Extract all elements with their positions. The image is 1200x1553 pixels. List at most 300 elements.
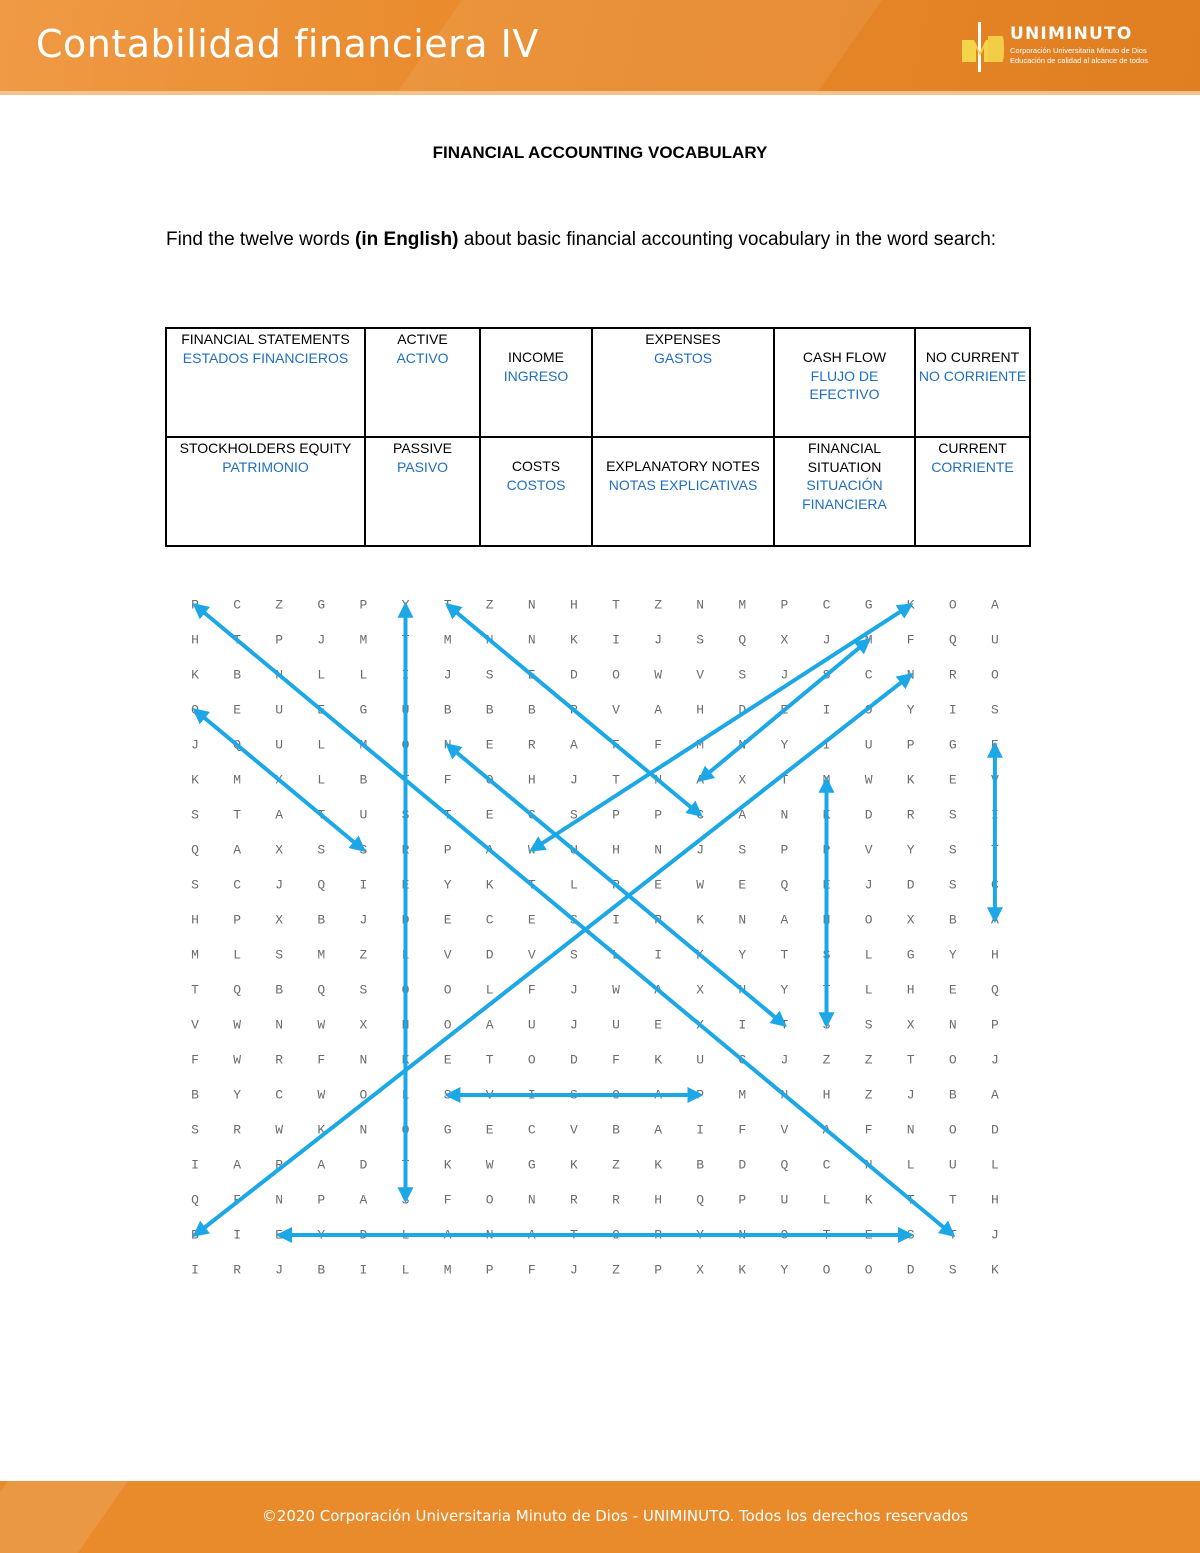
grid-letter: O bbox=[612, 667, 620, 683]
grid-letter: J bbox=[275, 877, 284, 893]
grid-letter: L bbox=[906, 1157, 915, 1173]
grid-letter: M bbox=[738, 597, 747, 613]
grid-letter: B bbox=[191, 1227, 199, 1243]
grid-letter: T bbox=[780, 772, 789, 788]
grid-letter: W bbox=[864, 772, 873, 788]
grid-letter: S bbox=[948, 877, 957, 893]
grid-letter: R bbox=[948, 667, 957, 683]
grid-letter: S bbox=[822, 667, 831, 683]
term-english: STOCKHOLDERS EQUITY bbox=[179, 440, 352, 456]
grid-letter: H bbox=[990, 947, 999, 963]
grid-letter: B bbox=[948, 912, 957, 928]
grid-letter: B bbox=[696, 1157, 705, 1173]
grid-letter: H bbox=[569, 597, 578, 613]
grid-letter: T bbox=[906, 1192, 915, 1208]
grid-letter: K bbox=[654, 1052, 663, 1068]
grid-letter: K bbox=[906, 597, 915, 613]
grid-letter: S bbox=[275, 947, 284, 963]
grid-letter: T bbox=[401, 772, 410, 788]
grid-letter: W bbox=[612, 982, 620, 998]
grid-letter: S bbox=[948, 807, 957, 823]
grid-letter: Z bbox=[485, 597, 494, 613]
grid-letter: P bbox=[233, 912, 242, 928]
grid-letter: H bbox=[906, 982, 915, 998]
grid-letter: H bbox=[527, 772, 536, 788]
grid-letter: G bbox=[906, 947, 915, 963]
grid-letter: S bbox=[569, 947, 578, 963]
grid-letter: N bbox=[738, 737, 747, 753]
grid-letter: E bbox=[990, 737, 999, 753]
grid-letter: F bbox=[612, 737, 620, 753]
grid-letter: N bbox=[738, 912, 747, 928]
grid-letter: R bbox=[401, 842, 410, 858]
grid-letter: K bbox=[990, 1262, 999, 1278]
grid-letter: F bbox=[738, 1122, 747, 1138]
grid-letter: Y bbox=[443, 877, 452, 893]
grid-letter: L bbox=[822, 1192, 831, 1208]
grid-letter: Q bbox=[317, 982, 326, 998]
grid-letter: L bbox=[864, 982, 873, 998]
grid-letter: P bbox=[822, 842, 831, 858]
grid-letter: F bbox=[612, 1052, 620, 1068]
term-english: EXPENSES bbox=[645, 331, 721, 347]
grid-letter: F bbox=[906, 632, 915, 648]
grid-letter: B bbox=[359, 772, 368, 788]
grid-letter: K bbox=[738, 1262, 747, 1278]
grid-letter: Y bbox=[906, 842, 915, 858]
grid-letter: B bbox=[485, 702, 494, 718]
grid-letter: J bbox=[191, 737, 199, 753]
grid-letter: O bbox=[443, 982, 452, 998]
grid-letter: P bbox=[612, 807, 620, 823]
grid-letter: A bbox=[990, 912, 999, 928]
grid-letter: S bbox=[822, 947, 831, 963]
grid-letter: K bbox=[864, 1192, 873, 1208]
grid-letter: L bbox=[990, 1157, 999, 1173]
grid-letter: G bbox=[527, 1157, 536, 1173]
grid-letter: O bbox=[485, 772, 494, 788]
grid-letter: Q bbox=[696, 1192, 705, 1208]
term-english: CASH FLOW bbox=[802, 349, 887, 365]
grid-letter: S bbox=[485, 667, 494, 683]
grid-letter: F bbox=[191, 1052, 199, 1068]
grid-letter: M bbox=[317, 947, 326, 963]
instructions-text-1: Find the twelve words bbox=[166, 229, 356, 250]
term-spanish: INGRESO bbox=[503, 367, 569, 384]
grid-letter: B bbox=[191, 1087, 199, 1103]
grid-letter: Q bbox=[191, 1192, 199, 1208]
grid-letter: O bbox=[401, 1122, 410, 1138]
grid-letter: J bbox=[569, 982, 578, 998]
grid-letter: S bbox=[401, 807, 410, 823]
grid-letter: K bbox=[696, 912, 705, 928]
grid-letter: E bbox=[233, 702, 242, 718]
grid-letter: Y bbox=[401, 597, 410, 613]
grid-letter: V bbox=[443, 947, 452, 963]
grid-letter: O bbox=[864, 702, 873, 718]
grid-letter: M bbox=[864, 632, 873, 648]
grid-letter: E bbox=[948, 772, 957, 788]
grid-letter: U bbox=[359, 807, 368, 823]
grid-letter: W bbox=[527, 842, 536, 858]
grid-letter: N bbox=[654, 842, 663, 858]
term-spanish: FLUJO DE EFECTIVO bbox=[809, 367, 880, 402]
grid-letter: C bbox=[527, 807, 536, 823]
grid-letter: S bbox=[569, 1087, 578, 1103]
grid-letter: N bbox=[485, 1227, 494, 1243]
grid-letter: W bbox=[233, 1017, 242, 1033]
grid-letter: I bbox=[233, 1227, 242, 1243]
term-english: FINANCIAL STATEMENTS bbox=[181, 331, 350, 347]
grid-letter: M bbox=[191, 947, 199, 963]
grid-letter: W bbox=[696, 877, 705, 893]
grid-letter: M bbox=[443, 1262, 452, 1278]
term-spanish: ESTADOS FINANCIEROS bbox=[182, 349, 349, 366]
grid-letter: L bbox=[233, 947, 242, 963]
grid-letter: E bbox=[780, 702, 789, 718]
grid-letter: N bbox=[738, 1227, 747, 1243]
grid-letter: L bbox=[401, 1227, 410, 1243]
grid-letter: D bbox=[359, 1157, 368, 1173]
grid-letter: Y bbox=[906, 702, 915, 718]
grid-letter: E bbox=[443, 912, 452, 928]
grid-letter: N bbox=[696, 597, 705, 613]
grid-letter: I bbox=[612, 912, 620, 928]
grid-letter: A bbox=[443, 1227, 452, 1243]
grid-letter: Z bbox=[864, 1087, 873, 1103]
grid-letter: Y bbox=[696, 1227, 705, 1243]
grid-letter: X bbox=[275, 912, 284, 928]
grid-letter: F bbox=[527, 982, 536, 998]
grid-letter: Q bbox=[990, 982, 999, 998]
grid-letter: T bbox=[780, 947, 789, 963]
grid-letter: N bbox=[780, 807, 789, 823]
grid-letter: P bbox=[990, 1017, 999, 1033]
grid-letter: G bbox=[948, 737, 957, 753]
grid-letter: D bbox=[401, 912, 410, 928]
grid-letter: J bbox=[359, 912, 368, 928]
grid-letter: O bbox=[485, 1192, 494, 1208]
term-english: NO CURRENT bbox=[925, 349, 1020, 365]
grid-letter: M bbox=[822, 772, 831, 788]
grid-letter: G bbox=[864, 597, 873, 613]
grid-letter: M bbox=[359, 737, 368, 753]
grid-letter: V bbox=[990, 772, 999, 788]
grid-letter: K bbox=[443, 1157, 452, 1173]
grid-letter: E bbox=[654, 877, 663, 893]
grid-letter: E bbox=[485, 1122, 494, 1138]
grid-letter: U bbox=[569, 842, 578, 858]
grid-letter: J bbox=[569, 1017, 578, 1033]
grid-letter: E bbox=[527, 667, 536, 683]
grid-letter: V bbox=[780, 1122, 789, 1138]
grid-letter: K bbox=[191, 667, 199, 683]
grid-letter: J bbox=[317, 632, 326, 648]
grid-letter: T bbox=[401, 1157, 410, 1173]
grid-letter: C bbox=[275, 1087, 284, 1103]
term-english: COSTS bbox=[511, 458, 561, 474]
grid-letter: S bbox=[864, 1017, 873, 1033]
grid-letter: S bbox=[191, 807, 199, 823]
grid-letter: T bbox=[527, 877, 536, 893]
grid-letter: F bbox=[864, 1122, 873, 1138]
grid-letter: E bbox=[275, 1227, 284, 1243]
grid-letter: P bbox=[359, 597, 368, 613]
grid-letter: L bbox=[401, 1087, 410, 1103]
logo-name: UNIMINUTO bbox=[1010, 24, 1133, 44]
grid-letter: Z bbox=[864, 1052, 873, 1068]
grid-letter: O bbox=[401, 982, 410, 998]
grid-letter: D bbox=[906, 1262, 915, 1278]
grid-letter: G bbox=[359, 702, 368, 718]
term-english: EXPLANATORY NOTES bbox=[606, 458, 760, 474]
grid-letter: E bbox=[485, 737, 494, 753]
grid-letter: Z bbox=[612, 1262, 620, 1278]
grid-letter: B bbox=[233, 667, 242, 683]
grid-letter: P bbox=[780, 842, 789, 858]
grid-letter: N bbox=[822, 912, 831, 928]
grid-letter: T bbox=[948, 1192, 957, 1208]
grid-letter: I bbox=[948, 702, 957, 718]
grid-letter: U bbox=[275, 737, 284, 753]
grid-letter: R bbox=[612, 877, 620, 893]
grid-letter: C bbox=[738, 1052, 747, 1068]
term-spanish: CORRIENTE bbox=[931, 458, 1014, 475]
grid-letter: R bbox=[527, 737, 536, 753]
grid-letter: Q bbox=[191, 842, 199, 858]
grid-letter: S bbox=[738, 842, 747, 858]
grid-letter: X bbox=[359, 1017, 368, 1033]
grid-letter: O bbox=[780, 1227, 789, 1243]
grid-letter: D bbox=[906, 877, 915, 893]
grid-letter: O bbox=[948, 1122, 957, 1138]
grid-letter: H bbox=[696, 702, 705, 718]
grid-letter: U bbox=[990, 632, 999, 648]
grid-letter: K bbox=[569, 632, 578, 648]
grid-letter: T bbox=[990, 842, 999, 858]
grid-letter: I bbox=[191, 1262, 199, 1278]
grid-letter: Y bbox=[738, 947, 747, 963]
grid-letter: U bbox=[612, 1017, 620, 1033]
grid-letter: H bbox=[822, 1087, 831, 1103]
grid-letter: K bbox=[401, 1052, 410, 1068]
grid-letter: K bbox=[822, 807, 831, 823]
grid-letter: S bbox=[569, 807, 578, 823]
grid-letter: W bbox=[485, 1157, 494, 1173]
grid-letter: S bbox=[359, 982, 368, 998]
grid-letter: T bbox=[948, 1227, 957, 1243]
grid-letter: X bbox=[696, 982, 705, 998]
grid-letter: Q bbox=[948, 632, 957, 648]
grid-letter: D bbox=[569, 1052, 578, 1068]
grid-letter: A bbox=[654, 1087, 663, 1103]
grid-letter: R bbox=[233, 1122, 242, 1138]
grid-letter: R bbox=[233, 1262, 242, 1278]
grid-letter: I bbox=[990, 807, 999, 823]
grid-letter: N bbox=[906, 1122, 915, 1138]
grid-letter: Y bbox=[780, 1262, 789, 1278]
grid-letter: M bbox=[443, 632, 452, 648]
grid-letter: K bbox=[191, 772, 199, 788]
grid-letter: N bbox=[738, 982, 747, 998]
grid-letter: W bbox=[317, 1017, 326, 1033]
copyright-text: ©2020 Corporación Universitaria Minuto de Dios - UNIMINUTO. Todos los derechos reservados bbox=[261, 1507, 969, 1525]
grid-letter: R bbox=[654, 1227, 663, 1243]
grid-letter: U bbox=[275, 702, 284, 718]
grid-letter: N bbox=[906, 667, 915, 683]
grid-letter: K bbox=[485, 877, 494, 893]
grid-letter: L bbox=[612, 947, 620, 963]
grid-letter: G bbox=[443, 1122, 452, 1138]
grid-letter: A bbox=[990, 1087, 999, 1103]
grid-letter: O bbox=[612, 1087, 620, 1103]
answer-arrows bbox=[195, 605, 995, 1235]
grid-letter: O bbox=[401, 737, 410, 753]
grid-letter: V bbox=[485, 1087, 494, 1103]
grid-letter: R bbox=[612, 1192, 620, 1208]
answer-arrow bbox=[195, 605, 953, 1235]
grid-letter: U bbox=[401, 702, 410, 718]
grid-letter: B bbox=[948, 1087, 957, 1103]
grid-letter: U bbox=[696, 1052, 705, 1068]
grid-letter: O bbox=[948, 1052, 957, 1068]
grid-letter: W bbox=[275, 1122, 284, 1138]
grid-letter: H bbox=[990, 1192, 999, 1208]
grid-letter: E bbox=[443, 1052, 452, 1068]
grid-letter: Y bbox=[317, 1227, 326, 1243]
term-spanish: SITUACIÓN FINANCIERA bbox=[802, 477, 887, 512]
grid-letter: V bbox=[527, 947, 536, 963]
grid-letter: I bbox=[654, 947, 663, 963]
grid-letter: A bbox=[317, 1157, 326, 1173]
grid-letter: S bbox=[738, 667, 747, 683]
grid-letter: J bbox=[780, 1052, 789, 1068]
term-spanish: PASIVO bbox=[396, 458, 449, 475]
grid-letter: G bbox=[317, 597, 326, 613]
grid-letter: E bbox=[654, 1017, 663, 1033]
grid-letter: M bbox=[233, 772, 242, 788]
grid-letter: N bbox=[359, 1052, 368, 1068]
grid-letter: L bbox=[401, 1262, 410, 1278]
grid-letter: A bbox=[990, 597, 999, 613]
grid-letter: H bbox=[401, 1017, 410, 1033]
grid-letter: V bbox=[569, 1122, 578, 1138]
grid-letter: N bbox=[275, 1192, 284, 1208]
grid-letter: I bbox=[401, 667, 410, 683]
grid-letter: J bbox=[864, 877, 873, 893]
grid-letter: P bbox=[317, 1192, 326, 1208]
grid-letter: A bbox=[654, 702, 663, 718]
grid-letter: O bbox=[612, 1227, 620, 1243]
grid-letter: K bbox=[317, 1122, 326, 1138]
grid-letter: H bbox=[612, 842, 620, 858]
grid-letter: A bbox=[233, 842, 242, 858]
grid-letter: J bbox=[275, 1262, 284, 1278]
grid-letter: K bbox=[696, 947, 705, 963]
grid-letter: C bbox=[696, 807, 705, 823]
grid-letter: E bbox=[317, 702, 326, 718]
grid-letter: T bbox=[233, 632, 242, 648]
term-spanish: COSTOS bbox=[506, 476, 566, 493]
grid-letter: Z bbox=[359, 947, 368, 963]
grid-letter: O bbox=[948, 597, 957, 613]
grid-letter: A bbox=[738, 807, 747, 823]
grid-letter: I bbox=[359, 877, 368, 893]
grid-letter: E bbox=[822, 877, 831, 893]
grid-letter: Q bbox=[233, 737, 242, 753]
term-english: INCOME bbox=[508, 349, 564, 365]
grid-letter: F bbox=[443, 1192, 452, 1208]
term-spanish: NO CORRIENTE bbox=[918, 367, 1027, 384]
grid-letter: A bbox=[485, 842, 494, 858]
grid-letter: S bbox=[317, 842, 326, 858]
grid-letter: N bbox=[780, 1087, 789, 1103]
grid-letter: N bbox=[527, 597, 536, 613]
grid-letter: C bbox=[822, 1157, 831, 1173]
footer-banner bbox=[0, 1481, 1200, 1553]
grid-letter: Y bbox=[780, 982, 789, 998]
grid-letter: F bbox=[317, 1052, 326, 1068]
grid-letter: L bbox=[569, 877, 578, 893]
grid-letter: T bbox=[191, 982, 199, 998]
grid-letter: Q bbox=[191, 702, 199, 718]
grid-letter: S bbox=[990, 702, 999, 718]
grid-letter: Q bbox=[780, 1157, 789, 1173]
grid-letter: P bbox=[696, 1087, 705, 1103]
grid-letter: D bbox=[990, 1122, 999, 1138]
grid-letter: P bbox=[780, 597, 789, 613]
grid-letter: S bbox=[401, 1192, 410, 1208]
grid-letter: A bbox=[654, 1122, 663, 1138]
grid-letter: H bbox=[191, 912, 199, 928]
grid-letter: M bbox=[696, 737, 705, 753]
grid-letter: D bbox=[569, 667, 578, 683]
grid-letter: N bbox=[485, 632, 494, 648]
grid-letter: O bbox=[359, 1087, 368, 1103]
grid-letter: M bbox=[738, 1087, 747, 1103]
grid-letter: C bbox=[233, 877, 242, 893]
grid-letter: C bbox=[822, 597, 831, 613]
grid-letter: E bbox=[485, 807, 494, 823]
grid-letter: B bbox=[612, 1122, 620, 1138]
grid-letter: Y bbox=[948, 947, 957, 963]
grid-letter: N bbox=[654, 772, 663, 788]
grid-letter: I bbox=[612, 632, 620, 648]
grid-letter: Y bbox=[233, 1087, 242, 1103]
grid-letter: T bbox=[906, 1052, 915, 1068]
grid-letter: F bbox=[233, 1192, 242, 1208]
grid-letter: E bbox=[864, 1227, 873, 1243]
grid-letter: J bbox=[654, 632, 663, 648]
grid-letter: F bbox=[527, 1262, 536, 1278]
grid-letter: T bbox=[233, 807, 242, 823]
grid-letter: P bbox=[738, 1192, 747, 1208]
grid-letter: O bbox=[443, 1017, 452, 1033]
grid-letter: C bbox=[485, 912, 494, 928]
term-spanish: PATRIMONIO bbox=[222, 458, 309, 475]
grid-letter: D bbox=[485, 947, 494, 963]
grid-letter: J bbox=[569, 772, 578, 788]
grid-letter: P bbox=[275, 632, 284, 648]
grid-letter: A bbox=[696, 772, 705, 788]
term-spanish: GASTOS bbox=[653, 349, 713, 366]
grid-letter: K bbox=[906, 772, 915, 788]
grid-letter: R bbox=[569, 702, 578, 718]
grid-letter: Q bbox=[317, 877, 326, 893]
document-title: FINANCIAL ACCOUNTING VOCABULARY bbox=[432, 143, 768, 162]
term-english: ACTIVE bbox=[397, 331, 448, 347]
grid-letter: N bbox=[527, 632, 536, 648]
